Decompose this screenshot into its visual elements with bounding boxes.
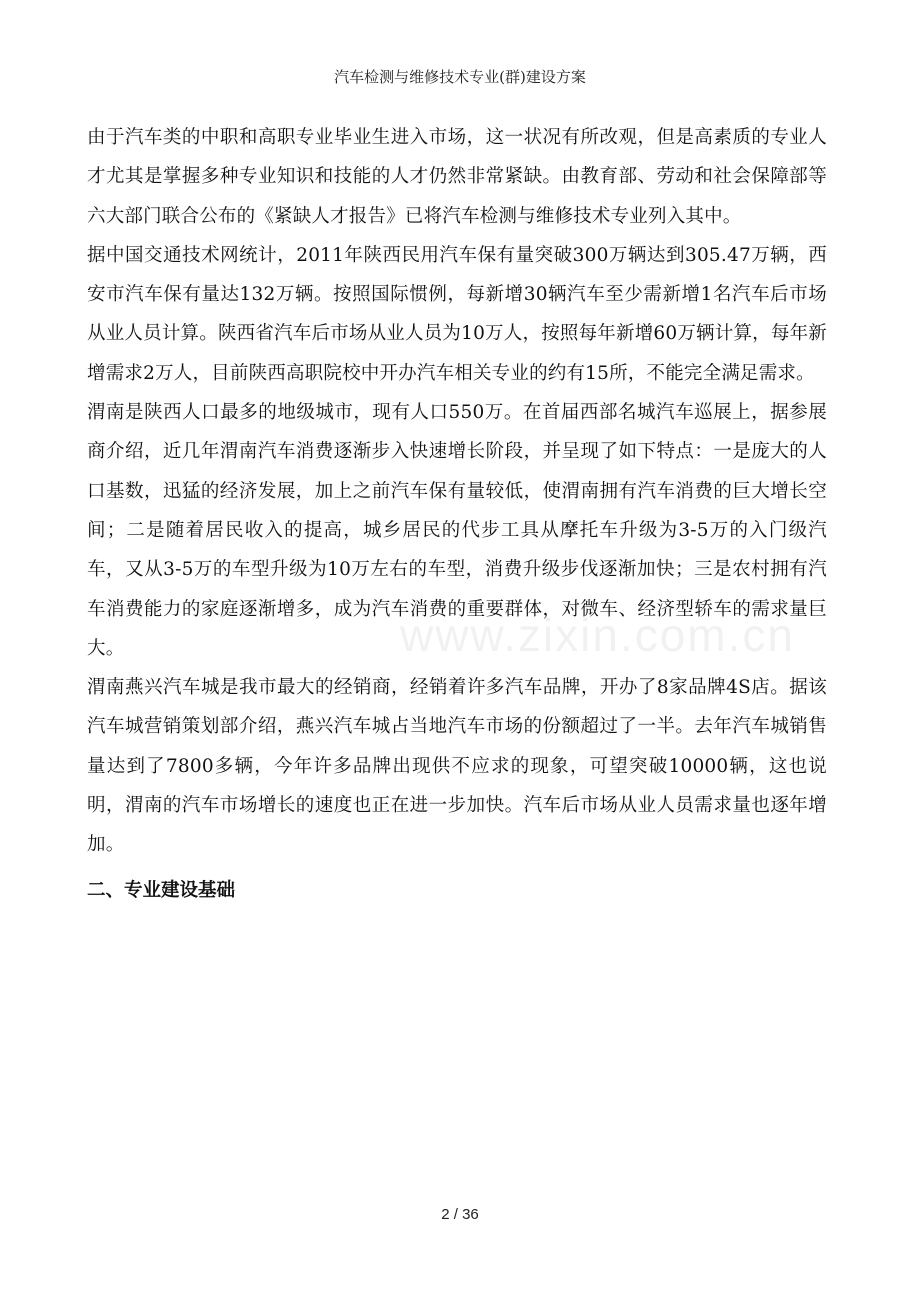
page-number: 2 / 36 xyxy=(441,1206,479,1223)
document-body xyxy=(87,118,827,911)
paragraph-weinan-market: 渭南是陕西人口最多的地级城市，现有人口550万。在首届西部名城汽车巡展上，据参展商介绍，近几年渭南汽车消费逐渐步入快速增长阶段，并呈现了如下特点：一是庞大的人口基数，迅猛的经济发展，加上之前汽车保有量较低，使渭南拥有汽车消费的巨大增长空间；二是随着居民收入的提高，城乡居民的代步工具从摩托车升级为3-5万的入门级汽车，又从3-5万的车型升级为10万左右的车型，消费升级步伐逐渐加快；三是农村拥有汽车消费能力的家庭逐渐增多，成为汽车消费的重要群体，对微车、经济型轿车的需求量巨大。 xyxy=(87,402,827,659)
paragraph-shaanxi-statistics: 据中国交通技术网统计，2011年陕西民用汽车保有量突破300万辆达到305.47万辆，西安市汽车保有量达132万辆。按照国际惯例，每新增30辆汽车至少需新增1名汽车后市场从业人员计算。陕西省汽车后市场从业人员为10万人，按照每年新增60万辆计算，每年新增需求2万人，目前陕西高职院校中开办汽车相关专业的约有15所，不能完全满足需求。 xyxy=(87,244,827,384)
running-header: 汽车检测与维修技术专业(群)建设方案 xyxy=(334,68,586,86)
paragraph-yanxing-auto-city: 渭南燕兴汽车城是我市最大的经销商，经销着许多汽车品牌，开办了8家品牌4S店。据该汽车城营销策划部介绍，燕兴汽车城占当地汽车市场的份额超过了一半。去年汽车城销售量达到了7800多辆，今年许多品牌出现供不应求的现象，可望突破10000辆，这也说明，渭南的汽车市场增长的速度也正在进一步加快。汽车后市场从业人员需求量也逐年增加。 xyxy=(87,677,827,856)
paragraph-talent-shortage: 由于汽车类的中职和高职专业毕业生进入市场，这一状况有所改观，但是高素质的专业人才尤其是掌握多种专业知识和技能的人才仍然非常紧缺。由教育部、劳动和社会保障部等六大部门联合公布的《紧缺人才报告》已将汽车检测与维修技术专业列入其中。 xyxy=(87,127,827,227)
section-heading: 二、专业建设基础 xyxy=(87,879,236,901)
watermark: www.zixin.com.cn xyxy=(400,609,795,661)
